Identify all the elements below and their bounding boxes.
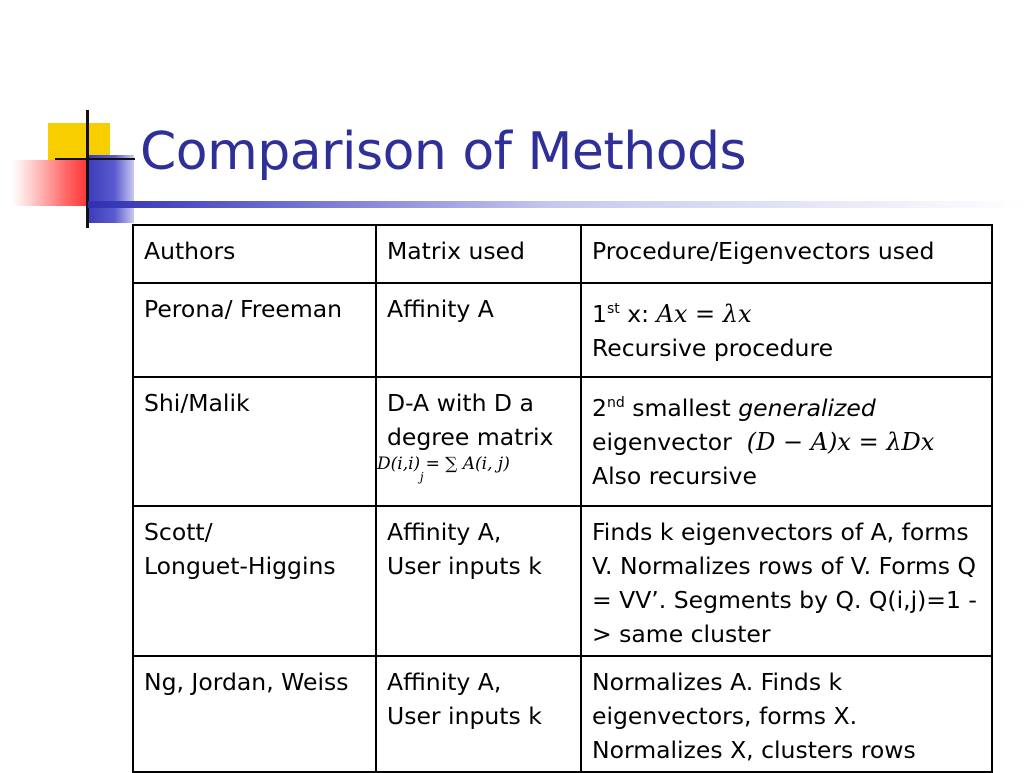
ordinal-number: 2 (592, 393, 607, 422)
procedure-line-2 (592, 425, 983, 459)
table-row (133, 377, 992, 506)
cell-procedure (581, 377, 992, 506)
authors-text: Perona/ Freeman (144, 295, 343, 323)
authors-line-2: Longuet-Higgins (144, 552, 336, 580)
slide-title: Comparison of Methods (140, 122, 747, 182)
authors-text: Shi/Malik (144, 389, 250, 417)
procedure-text: Finds k eigenvectors of A, forms V. Normalizes rows of V. Forms Q = VV’. Segments by Q. Q(i,j)=1 -> same cluster (592, 518, 977, 648)
logo-horizontal-line (55, 158, 135, 160)
procedure-text-italic: generalized (738, 393, 876, 422)
procedure-text-1: smallest (632, 393, 731, 422)
cell-procedure (581, 506, 992, 656)
authors-line-1: Scott/ (144, 518, 213, 546)
cell-matrix (376, 283, 581, 377)
cell-procedure (581, 283, 992, 377)
matrix-text: Affinity A (387, 295, 494, 323)
cell-authors (133, 377, 376, 506)
procedure-line-1 (592, 386, 983, 425)
procedure-line-2: Recursive procedure (592, 333, 834, 362)
logo-vertical-line (86, 110, 89, 228)
cell-matrix (376, 377, 581, 506)
matrix-line-2: User inputs k (387, 702, 542, 730)
cell-authors (133, 283, 376, 377)
table-row (133, 656, 992, 772)
header-authors: Authors (133, 225, 376, 283)
degree-equation-line (377, 454, 572, 484)
cell-authors (133, 506, 376, 656)
cell-authors (133, 656, 376, 772)
matrix-line-2: User inputs k (387, 552, 542, 580)
header-procedure: Procedure/Eigenvectors used (581, 225, 992, 283)
ordinal-suffix: nd (606, 395, 625, 411)
procedure-line-1 (592, 292, 983, 331)
logo-red-square (12, 160, 88, 206)
eigen-equation: Ax = λx (656, 299, 752, 328)
procedure-label: x: (627, 299, 650, 328)
degree-equation-index: j (419, 470, 424, 484)
matrix-line-1: Affinity A, (387, 518, 502, 546)
table-header-row (133, 225, 992, 283)
header-matrix-used: Matrix used (376, 225, 581, 283)
authors-text: Ng, Jordan, Weiss (144, 668, 349, 696)
table-row (133, 283, 992, 377)
table-row (133, 506, 992, 656)
cell-matrix (376, 506, 581, 656)
matrix-line-1: Affinity A, (387, 668, 502, 696)
procedure-text: Normalizes A. Finds k eigenvectors, forms X. Normalizes X, clusters rows (592, 668, 916, 764)
cell-matrix (376, 656, 581, 772)
cell-procedure (581, 656, 992, 772)
matrix-line-2: degree matrix (387, 423, 554, 451)
logo-blue-square (86, 155, 134, 223)
degree-equation: D(i,i) = ∑ A(i, j) (377, 454, 510, 474)
procedure-text-2: eigenvector (592, 427, 732, 456)
title-underline (88, 201, 1024, 208)
comparison-table (132, 224, 993, 773)
matrix-line-1: D-A with D a (387, 389, 534, 417)
procedure-line-3: Also recursive (592, 461, 757, 490)
ordinal-suffix: st (606, 301, 620, 317)
ordinal-number: 1 (592, 299, 607, 328)
generalized-equation: (D − A)x = λDx (746, 427, 935, 456)
